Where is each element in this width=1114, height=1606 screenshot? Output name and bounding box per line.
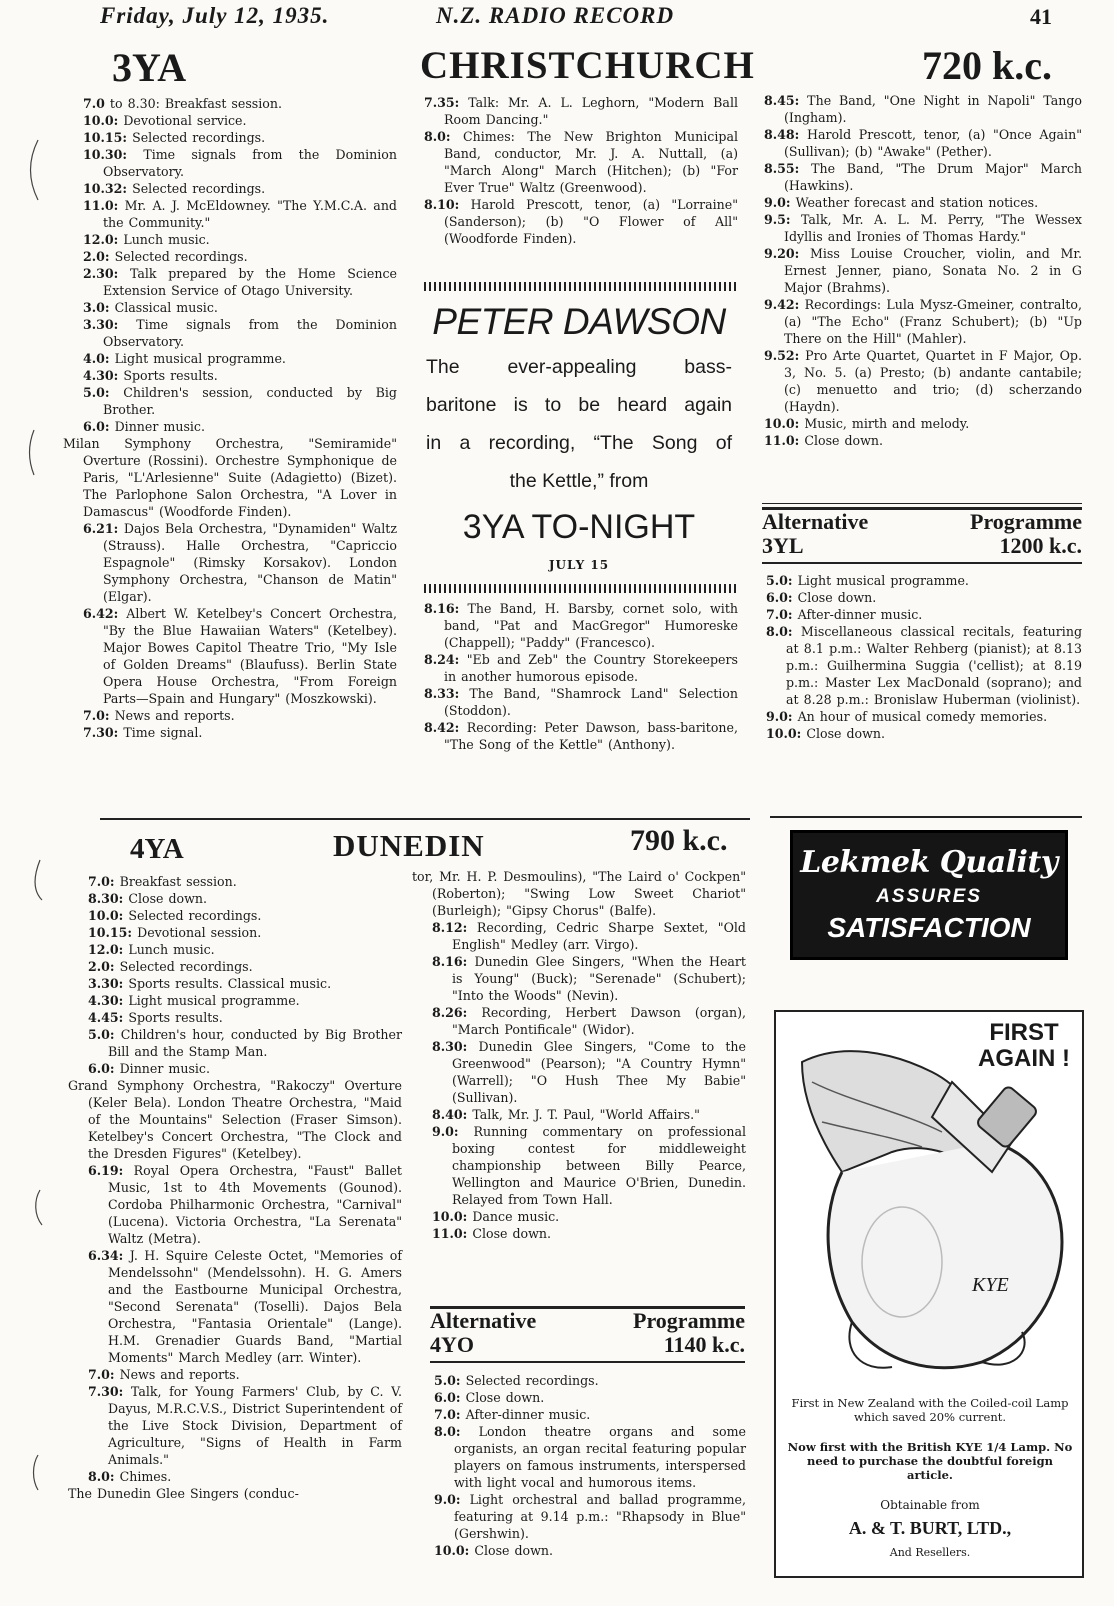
program-text: Devotional session. <box>132 925 262 940</box>
program-text: tor, Mr. H. P. Desmoulins), "The Laird o' Cockpen" (Roberton); "Swing Low Sweet Chariot" (Burleigh); "Gipsy Chorus" (Balfe). <box>412 869 746 918</box>
program-time: 9.20: <box>764 246 800 261</box>
program-item <box>428 1004 746 1038</box>
program-time: 8.45: <box>764 93 800 108</box>
program-item <box>84 992 402 1009</box>
program-item <box>430 1372 746 1389</box>
program-item <box>79 231 397 248</box>
alt-4yo-heading <box>430 1306 745 1363</box>
program-item <box>762 589 1082 606</box>
station-freq-3ya: 720 k.c. <box>922 43 1052 88</box>
ad-tonight: 3YA TO-NIGHT <box>462 508 696 546</box>
program-item <box>428 953 746 1004</box>
program-item <box>760 245 1082 296</box>
program-item <box>428 1208 746 1225</box>
program-time: 12.0: <box>88 942 124 957</box>
program-item <box>84 941 402 958</box>
alt-4yo-t1: Alternative <box>430 1308 537 1333</box>
program-text: Sports results. Classical music. <box>123 976 332 991</box>
program-item <box>84 1060 402 1077</box>
program-time: 3.30: <box>88 976 124 991</box>
program-time: 2.0: <box>83 249 110 264</box>
alt-4yo-t2: Programme <box>633 1308 745 1333</box>
program-time: 9.0: <box>764 195 791 210</box>
alt-3yl-t2: Programme <box>970 509 1082 534</box>
program-item <box>84 1468 402 1485</box>
program-list-3ya-col2 <box>420 94 738 247</box>
program-item <box>428 919 746 953</box>
program-item <box>430 1491 746 1542</box>
program-text: The Band, "Shamrock Land" Selection (Stoddon). <box>444 686 738 718</box>
program-time: 11.0: <box>432 1226 468 1241</box>
program-item <box>84 1026 402 1060</box>
program-item <box>760 415 1082 432</box>
program-time: 10.0: <box>764 416 800 431</box>
program-time: 10.0: <box>434 1543 470 1558</box>
program-item <box>430 1542 746 1559</box>
program-text: Light musical programme. <box>109 351 286 366</box>
program-item <box>68 1485 402 1502</box>
program-list-3yl <box>762 572 1082 742</box>
program-time: 8.42: <box>424 720 460 735</box>
program-time: 7.0 <box>83 96 105 111</box>
kye-lamp-ad <box>774 1010 1084 1578</box>
program-text: Selected recordings. <box>114 959 253 974</box>
program-text: Selected recordings. <box>460 1373 599 1388</box>
program-time: 4.0: <box>83 351 110 366</box>
program-time: 4.30: <box>83 368 119 383</box>
program-time: 12.0: <box>83 232 119 247</box>
program-text: Harold Prescott, tenor, (a) "Lorraine" (Sanderson); (b) "O Flower of All" (Woodforde Finden). <box>444 197 738 246</box>
program-text: An hour of musical comedy memories. <box>792 709 1048 724</box>
peter-dawson-ad <box>420 300 738 572</box>
program-item <box>79 350 397 367</box>
program-text: to 8.30: Breakfast session. <box>104 96 282 111</box>
program-item <box>420 719 738 753</box>
kye-resellers: And Resellers. <box>889 1546 971 1559</box>
publication-title: N.Z. RADIO RECORD <box>436 3 675 28</box>
program-time: 10.0: <box>83 113 119 128</box>
program-text: Grand Symphony Orchestra, "Rakoczy" Overture (Keler Bela). London Theatre Orchestra, "Maid of the Mountains" Selection (Fraser Simson). Ketelbey's Concert Orchestra, "The Clock and the Dresden Figures" (Ketelbey). <box>68 1078 402 1161</box>
program-time: 8.0: <box>766 624 793 639</box>
lekmek-line-1: Lekmek Quality <box>800 845 1058 880</box>
program-text: Dinner music. <box>114 1061 210 1076</box>
program-list-4yo <box>430 1372 746 1559</box>
program-text: Light musical programme. <box>123 993 300 1008</box>
program-text: Weather forecast and station notices. <box>790 195 1039 210</box>
program-text: Running commentary on professional boxing contest for middleweight championship between Billy Pearce, Wellington and Maurice O'Brien, Dunedin. Relayed from Town Hall. <box>452 1124 746 1207</box>
program-item <box>68 1077 402 1162</box>
program-time: 10.0: <box>88 908 124 923</box>
program-time: 10.30: <box>83 147 128 162</box>
section-divider-right <box>770 816 1082 818</box>
program-item <box>428 1106 746 1123</box>
program-item <box>420 651 738 685</box>
program-time: 8.12: <box>432 920 468 935</box>
ad-line-3: in a recording, “The Song of <box>426 432 732 454</box>
station-call-3ya: 3YA <box>112 45 187 90</box>
kye-copy-2: Now first with the British KYE 1/4 Lamp. No need to purchase the doubtful foreign article. <box>787 1440 1073 1482</box>
program-time: 6.34: <box>88 1248 124 1263</box>
program-text: Close down. <box>123 891 208 906</box>
program-item <box>762 623 1082 708</box>
program-text: Recordings: Lula Mysz-Gmeiner, contralto, (a) "The Echo" (Franz Schubert); (b) "Up There on the Hill" (Mahler). <box>784 297 1082 346</box>
program-item <box>428 1225 746 1242</box>
program-time: 8.48: <box>764 127 800 142</box>
program-text: Recording, Cedric Sharpe Sextet, "Old English" Medley (arr. Virgo). <box>452 920 746 952</box>
kye-firm: A. & T. BURT, LTD., <box>848 1518 1012 1538</box>
program-item <box>420 685 738 719</box>
program-time: 5.0: <box>434 1373 461 1388</box>
program-item <box>760 160 1082 194</box>
program-time: 8.0: <box>424 129 451 144</box>
alt-3yl-heading <box>762 507 1082 564</box>
program-time: 8.30: <box>88 891 124 906</box>
program-text: Recording: Peter Dawson, bass-baritone, "The Song of the Kettle" (Anthony). <box>444 720 738 752</box>
program-time: 8.26: <box>432 1005 468 1020</box>
program-text: Close down. <box>799 433 884 448</box>
program-text: The Band, "One Night in Napoli" Tango (Ingham). <box>784 93 1082 125</box>
program-text: After-dinner music. <box>460 1407 591 1422</box>
program-time: 3.0: <box>83 300 110 315</box>
program-text: Dunedin Glee Singers, "Come to the Greenwood" (Pearson); "A Country Hymn" (Warrell); "O Hush Thee My Babie" (Sullivan). <box>452 1039 746 1105</box>
kye-bulb-label: KYE <box>972 1274 1009 1296</box>
program-text: Miss Louise Croucher, violin, and Mr. Ernest Jenner, piano, Sonata No. 2 in G Major (Brahms). <box>784 246 1082 295</box>
program-time: 8.16: <box>424 601 460 616</box>
program-time: 3.30: <box>83 317 119 332</box>
alt-3yl-freq: 1200 k.c. <box>999 533 1082 558</box>
program-text: Lunch music. <box>118 232 210 247</box>
program-time: 8.40: <box>432 1107 468 1122</box>
hand-with-bulb-illustration <box>782 1019 1078 1392</box>
program-text: Royal Opera Orchestra, "Faust" Ballet Music, 1st to 4th Movements (Gounod). Cordoba Philharmonic Orchestra, "Carnival" (Lucena). Victoria Orchestra, "La Serenata" Waltz (Metra). <box>108 1163 402 1246</box>
program-time: 11.0: <box>764 433 800 448</box>
station-freq-4ya: 790 k.c. <box>630 824 728 857</box>
program-time: 6.0: <box>766 590 793 605</box>
program-item <box>79 180 397 197</box>
kye-copy-1: First in New Zealand with the Coiled-coil Lamp which saved 20% current. <box>791 1396 1069 1424</box>
program-list-4ya-col1 <box>68 873 402 1502</box>
program-text: Time signals from the Dominion Observatory. <box>103 147 397 179</box>
ad-line-4: the Kettle,” from <box>509 470 649 492</box>
program-text: London theatre organs and some organists, an organ recital featuring popular players on famous instruments, interspersed with light vocal and humorous items. <box>454 1424 746 1490</box>
program-list-3ya-col1 <box>63 95 397 741</box>
program-item <box>430 1423 746 1491</box>
program-item <box>79 384 397 418</box>
margin-marks <box>20 130 50 1606</box>
program-item <box>79 146 397 180</box>
program-time: 9.5: <box>764 212 791 227</box>
program-text: Light musical programme. <box>792 573 969 588</box>
program-item <box>84 975 402 992</box>
program-text: Albert W. Ketelbey's Concert Orchestra, "By the Blue Hawaiian Waters" (Ketelbey). Major Bowes Capitol Theatre Trio, "My Isle of Golden Dreams" (Blaufuss). Berlin State Opera House Orchestra, "From Foreign Parts—Spain and Hungary" (Moszkowski). <box>103 606 397 706</box>
program-text: Time signals from the Dominion Observatory. <box>103 317 397 349</box>
program-text: Classical music. <box>109 300 218 315</box>
program-time: 7.0: <box>88 874 115 889</box>
program-item <box>760 126 1082 160</box>
section-divider <box>100 818 750 820</box>
program-time: 4.30: <box>88 993 124 1008</box>
program-item <box>84 1162 402 1247</box>
program-text: Close down. <box>469 1543 554 1558</box>
program-text: The Band, "The Drum Major" March (Hawkins). <box>784 161 1082 193</box>
program-time: 2.30: <box>83 266 119 281</box>
program-item <box>79 112 397 129</box>
program-time: 7.0: <box>88 1367 115 1382</box>
program-time: 10.0: <box>432 1209 468 1224</box>
program-text: Selected recordings. <box>127 181 266 196</box>
program-text: Lunch music. <box>123 942 215 957</box>
program-time: 8.10: <box>424 197 460 212</box>
program-time: 9.42: <box>764 297 800 312</box>
program-item <box>420 128 738 196</box>
program-text: Talk, for Young Farmers' Club, by C. V. Dayus, M.R.C.V.S., District Superintendent of the Live Stock Division, Department of Agriculture, "Signs of Health in Farm Animals." <box>108 1384 402 1467</box>
rule-3yl <box>762 503 1082 504</box>
program-time: 9.0: <box>434 1492 461 1507</box>
program-text: Close down. <box>467 1226 552 1241</box>
program-time: 8.0: <box>434 1424 461 1439</box>
program-item <box>84 1009 402 1026</box>
program-item <box>79 707 397 724</box>
ad-headline: PETER DAWSON <box>432 301 726 342</box>
alt-4yo-freq: 1140 k.c. <box>663 1332 745 1357</box>
program-time: 8.55: <box>764 161 800 176</box>
program-time: 11.0: <box>83 198 119 213</box>
program-text: Talk prepared by the Home Science Extension Service of Otago University. <box>103 266 397 298</box>
program-item <box>84 958 402 975</box>
station-call-4ya: 4YA <box>130 833 184 865</box>
program-item <box>760 211 1082 245</box>
program-time: 9.0: <box>766 709 793 724</box>
program-item <box>762 606 1082 623</box>
alt-4yo-call: 4YO <box>430 1332 474 1357</box>
program-text: Close down. <box>460 1390 545 1405</box>
divider-dashes <box>424 282 737 291</box>
program-item <box>63 435 397 520</box>
program-text: Dinner music. <box>109 419 205 434</box>
program-text: "Eb and Zeb" the Country Storekeepers in another humorous episode. <box>444 652 738 684</box>
program-item <box>79 316 397 350</box>
alt-3yl-t1: Alternative <box>762 509 869 534</box>
program-list-4ya-col2 <box>412 868 746 1242</box>
program-text: Time signal. <box>118 725 203 740</box>
program-time: 7.0: <box>83 708 110 723</box>
program-item <box>79 299 397 316</box>
program-text: Selected recordings. <box>123 908 262 923</box>
program-text: Harold Prescott, tenor, (a) "Once Again" (Sullivan); (b) "Awake" (Pether). <box>784 127 1082 159</box>
program-text: After-dinner music. <box>792 607 923 622</box>
program-item <box>84 873 402 890</box>
program-time: 6.0: <box>88 1061 115 1076</box>
program-item <box>84 1383 402 1468</box>
program-text: News and reports. <box>114 1367 240 1382</box>
program-item <box>760 432 1082 449</box>
program-time: 7.0: <box>434 1407 461 1422</box>
program-time: 8.33: <box>424 686 460 701</box>
page-number: 41 <box>1030 4 1052 29</box>
program-item <box>84 890 402 907</box>
program-text: Breakfast session. <box>114 874 237 889</box>
program-time: 6.42: <box>83 606 119 621</box>
program-text: Children's session, conducted by Big Brother. <box>103 385 397 417</box>
program-item <box>762 708 1082 725</box>
program-time: 10.32: <box>83 181 128 196</box>
program-list-3ya-col3 <box>760 92 1082 449</box>
program-item <box>79 520 397 605</box>
lekmek-line-2: ASSURES <box>876 886 982 907</box>
program-item <box>79 248 397 265</box>
program-text: Dunedin Glee Singers, "When the Heart is Young" (Buck); "Serenade" (Schubert); "Into the Woods" (Nevin). <box>452 954 746 1003</box>
program-time: 8.0: <box>88 1469 115 1484</box>
program-item <box>79 129 397 146</box>
program-text: Talk, Mr. J. T. Paul, "World Affairs." <box>467 1107 700 1122</box>
ad-line-2: baritone is to be heard again <box>426 394 732 416</box>
program-time: 8.24: <box>424 652 460 667</box>
program-text: Pro Arte Quartet, Quartet in F Major, Op. 3, No. 5. (a) Presto; (b) andante cantabile; (c) menuetto and trio; (d) scherzando (Haydn). <box>784 348 1082 414</box>
program-item <box>430 1389 746 1406</box>
program-time: 8.16: <box>432 954 468 969</box>
program-text: Chimes. <box>114 1469 172 1484</box>
program-item <box>762 725 1082 742</box>
station-city-3ya: CHRISTCHURCH <box>420 44 755 87</box>
program-text: Children's hour, conducted by Big Brother Bill and the Stamp Man. <box>108 1027 402 1059</box>
station-city-4ya: DUNEDIN <box>333 828 485 863</box>
program-text: Chimes: The New Brighton Municipal Band, conductor, Mr. J. A. Nuttall, (a) "March Along" March (Hitchen); (b) "For Ever True" Waltz (Greenwood). <box>444 129 738 195</box>
program-text: Selected recordings. <box>109 249 248 264</box>
program-list-3ya-col2b <box>420 600 738 753</box>
program-time: 9.0: <box>432 1124 459 1139</box>
program-item <box>430 1406 746 1423</box>
program-time: 6.19: <box>88 1163 124 1178</box>
lekmek-line-3: SATISFACTION <box>827 912 1031 943</box>
program-text: Selected recordings. <box>127 130 266 145</box>
program-time: 5.0: <box>88 1027 115 1042</box>
program-text: Talk: Mr. A. L. Leghorn, "Modern Ball Room Dancing." <box>444 95 738 127</box>
program-item <box>428 1123 746 1208</box>
program-time: 2.0: <box>88 959 115 974</box>
program-item <box>760 296 1082 347</box>
program-text: Sports results. <box>118 368 218 383</box>
kye-again: AGAIN ! <box>978 1045 1070 1072</box>
program-item <box>760 347 1082 415</box>
program-text: Mr. A. J. McEldowney. "The Y.M.C.A. and the Community." <box>103 198 397 230</box>
ad-line-1: The ever-appealing bass- <box>426 356 732 378</box>
program-item <box>760 194 1082 211</box>
program-item <box>79 95 397 112</box>
program-time: 8.30: <box>432 1039 468 1054</box>
kye-first: FIRST <box>989 1019 1059 1046</box>
kye-obtainable: Obtainable from <box>880 1498 980 1512</box>
program-text: J. H. Squire Celeste Octet, "Memories of Mendelssohn" (Mendelssohn). H. G. Amers and the Eastbourne Municipal Orchestra, "Second Serenata" (Toselli). Dajos Bela Orchestra, "Fantasia Orientale" (Lange). H.M. Grenadier Guards Band, "Martial Moments" March Medley (arr. Winter). <box>108 1248 402 1365</box>
program-text: The Dunedin Glee Singers (conduc- <box>68 1486 299 1501</box>
program-text: Sports results. <box>123 1010 223 1025</box>
program-time: 6.0: <box>434 1390 461 1405</box>
program-text: Dajos Bela Orchestra, "Dynamiden" Waltz (Strauss). Halle Orchestra, "Capriccio Espagnole" (Rimsky Korsakov). London Symphony Orchestra, "Chanson de Matin" (Elgar). <box>103 521 397 604</box>
program-text: Close down. <box>792 590 877 605</box>
program-text: Close down. <box>801 726 886 741</box>
program-item <box>84 1366 402 1383</box>
program-item <box>79 367 397 384</box>
program-item <box>412 868 746 919</box>
program-time: 6.21: <box>83 521 119 536</box>
program-item <box>79 197 397 231</box>
program-item <box>420 94 738 128</box>
program-time: 6.0: <box>83 419 110 434</box>
program-item <box>79 418 397 435</box>
alt-3yl-call: 3YL <box>762 533 804 558</box>
program-item <box>420 600 738 651</box>
program-text: Light orchestral and ballad programme, featuring at 9.14 p.m.: "Rhapsody in Blue" (Gershwin). <box>454 1492 746 1541</box>
program-item <box>84 924 402 941</box>
program-text: Talk, Mr. A. L. M. Perry, "The Wessex Idyllis and Ironies of Thomas Hardy." <box>784 212 1082 244</box>
program-text: The Band, H. Barsby, cornet solo, with band, "Pat and MacGregor" Humoreske (Chappell); "Paddy" (Francesco). <box>444 601 738 650</box>
program-item <box>420 196 738 247</box>
program-item <box>79 724 397 741</box>
program-text: Music, mirth and melody. <box>799 416 970 431</box>
program-time: 10.15: <box>83 130 128 145</box>
program-time: 7.30: <box>83 725 119 740</box>
program-item <box>428 1038 746 1106</box>
program-item <box>79 265 397 299</box>
program-time: 9.52: <box>764 348 800 363</box>
program-item <box>762 572 1082 589</box>
program-item <box>760 92 1082 126</box>
program-time: 10.15: <box>88 925 133 940</box>
program-item <box>84 1247 402 1366</box>
page-date: Friday, July 12, 1935. <box>100 3 330 28</box>
program-time: 5.0: <box>83 385 110 400</box>
program-text: Miscellaneous classical recitals, featuring at 8.1 p.m.: Walter Rehberg (pianist); at 8.13 p.m.: Guilhermina Suggia ('cellist); at 8.19 p.m.: Master Lex MacDonald (soprano); and at 8.28 p.m.: Bronislaw Huberman (violinist). <box>786 624 1082 707</box>
lekmek-ad <box>790 830 1068 960</box>
program-time: 4.45: <box>88 1010 124 1025</box>
program-time: 7.35: <box>424 95 460 110</box>
program-time: 10.0: <box>766 726 802 741</box>
program-text: Recording, Herbert Dawson (organ), "March Pontificale" (Widor). <box>452 1005 746 1037</box>
ad-date: JULY 15 <box>548 558 610 572</box>
program-text: News and reports. <box>109 708 235 723</box>
program-time: 7.30: <box>88 1384 124 1399</box>
divider-dashes-2 <box>424 584 737 593</box>
program-text: Dance music. <box>467 1209 560 1224</box>
program-item <box>79 605 397 707</box>
program-time: 5.0: <box>766 573 793 588</box>
program-item <box>84 907 402 924</box>
program-text: Milan Symphony Orchestra, "Semiramide" Overture (Rossini). Orchestre Symphonique de Paris, "L'Arlesienne" Suite (Adagietto) (Bizet). The Parlophone Salon Orchestra, "A Lover in Damascus" (Woodforde Finden). <box>63 436 397 519</box>
program-text: Devotional service. <box>118 113 247 128</box>
program-time: 7.0: <box>766 607 793 622</box>
